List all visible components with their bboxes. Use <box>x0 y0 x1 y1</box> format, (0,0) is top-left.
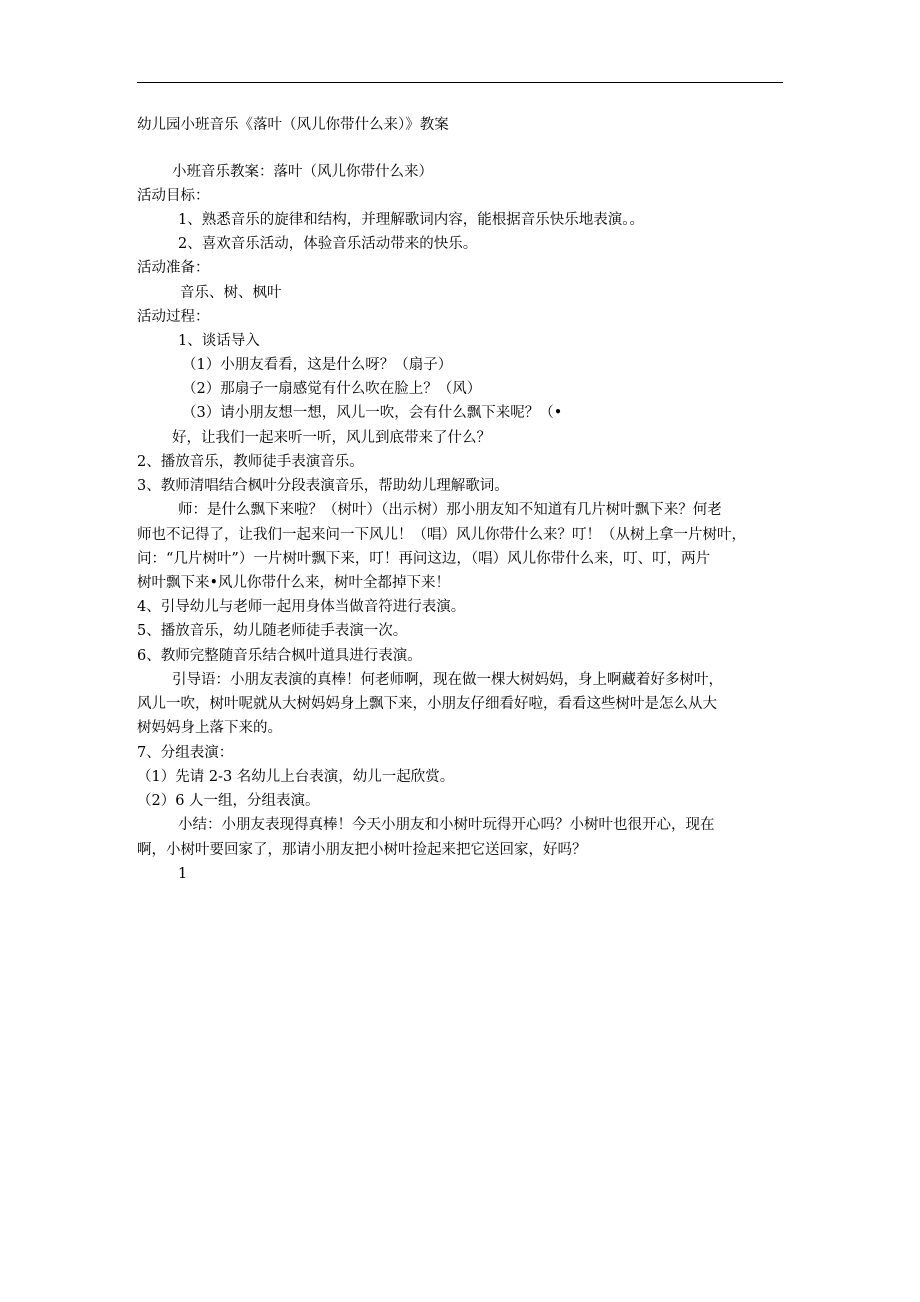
guide-paragraph-line: 风儿一吹，树叶呢就从大树妈妈身上飘下来，小朋友仔细看好啦，看看这些树叶是怎么从大 <box>137 696 717 712</box>
lesson-subtitle: 小班音乐教案：落叶（风儿你带什么来） <box>172 164 433 180</box>
goal-heading: 活动目标： <box>137 188 210 204</box>
summary-paragraph-line: 小结：小朋友表现得真棒！今天小朋友和小树叶玩得开心吗？小树叶也很开心，现在 <box>178 817 715 833</box>
document-title: 幼儿园小班音乐《落叶（风儿你带什么来）》教案 <box>137 117 449 133</box>
step-5: 5、播放音乐，幼儿随老师徒手表演一次。 <box>137 623 408 639</box>
step-1-title: 1、谈话导入 <box>178 333 260 349</box>
step-3-paragraph-line: 问：“几片树叶”）一片树叶飘下来，叮！再问这边，（唱）风儿你带什么来，叮、叮，两片 <box>137 551 711 567</box>
step-1-closing: 好，让我们一起来听一听，风儿到底带来了什么？ <box>172 430 491 446</box>
guide-paragraph-line: 引导语：小朋友表演的真棒！何老师啊，现在做一棵大树妈妈，身上啊藏着好多树叶， <box>172 672 723 688</box>
step-4: 4、引导幼儿与老师一起用身体当做音符进行表演。 <box>137 599 466 615</box>
guide-paragraph-line: 树妈妈身上落下来的。 <box>137 720 282 736</box>
process-heading: 活动过程： <box>137 309 210 325</box>
step-1-question: （3）请小朋友想一想，风儿一吹，会有什么飘下来呢？（• <box>182 405 563 421</box>
prep-heading: 活动准备： <box>137 260 210 276</box>
summary-paragraph-line: 啊，小树叶要回家了，那请小朋友把小树叶捡起来把它送回家，好吗？ <box>137 842 587 858</box>
step-6: 6、教师完整随音乐结合枫叶道具进行表演。 <box>137 648 422 664</box>
prep-items: 音乐、树、枫叶 <box>180 285 282 301</box>
page-number: 1 <box>178 866 188 882</box>
step-3-paragraph-line: 师也不记得了，让我们一起来问一下风儿！（唱）风儿你带什么来？叮！（从树上拿一片树叶， <box>137 527 746 543</box>
step-7-item: （2）6 人一组，分组表演。 <box>137 793 320 809</box>
step-7-item: （1）先请 2-3 名幼儿上台表演，幼儿一起欣赏。 <box>137 769 455 785</box>
goal-item: 2、喜欢音乐活动，体验音乐活动带来的快乐。 <box>178 236 478 252</box>
step-1-question: （2）那扇子一扇感觉有什么吹在脸上？（风） <box>182 381 482 397</box>
goal-item: 1、熟悉音乐的旋律和结构，并理解歌词内容，能根据音乐快乐地表演。。 <box>178 212 644 228</box>
step-3: 3、教师清唱结合枫叶分段表演音乐，帮助幼儿理解歌词。 <box>137 478 509 494</box>
step-3-paragraph-line: 树叶飘下来•风儿你带什么来，树叶全都掉下来！ <box>137 575 451 591</box>
step-2: 2、播放音乐，教师徒手表演音乐。 <box>137 454 364 470</box>
step-3-paragraph-line: 师：是什么飘下来啦？（树叶）（出示树）那小朋友知不知道有几片树叶飘下来？何老 <box>178 502 722 518</box>
step-7: 7、分组表演： <box>137 745 234 761</box>
step-1-question: （1）小朋友看看，这是什么呀？（扇子） <box>182 357 453 373</box>
header-rule <box>137 82 783 83</box>
